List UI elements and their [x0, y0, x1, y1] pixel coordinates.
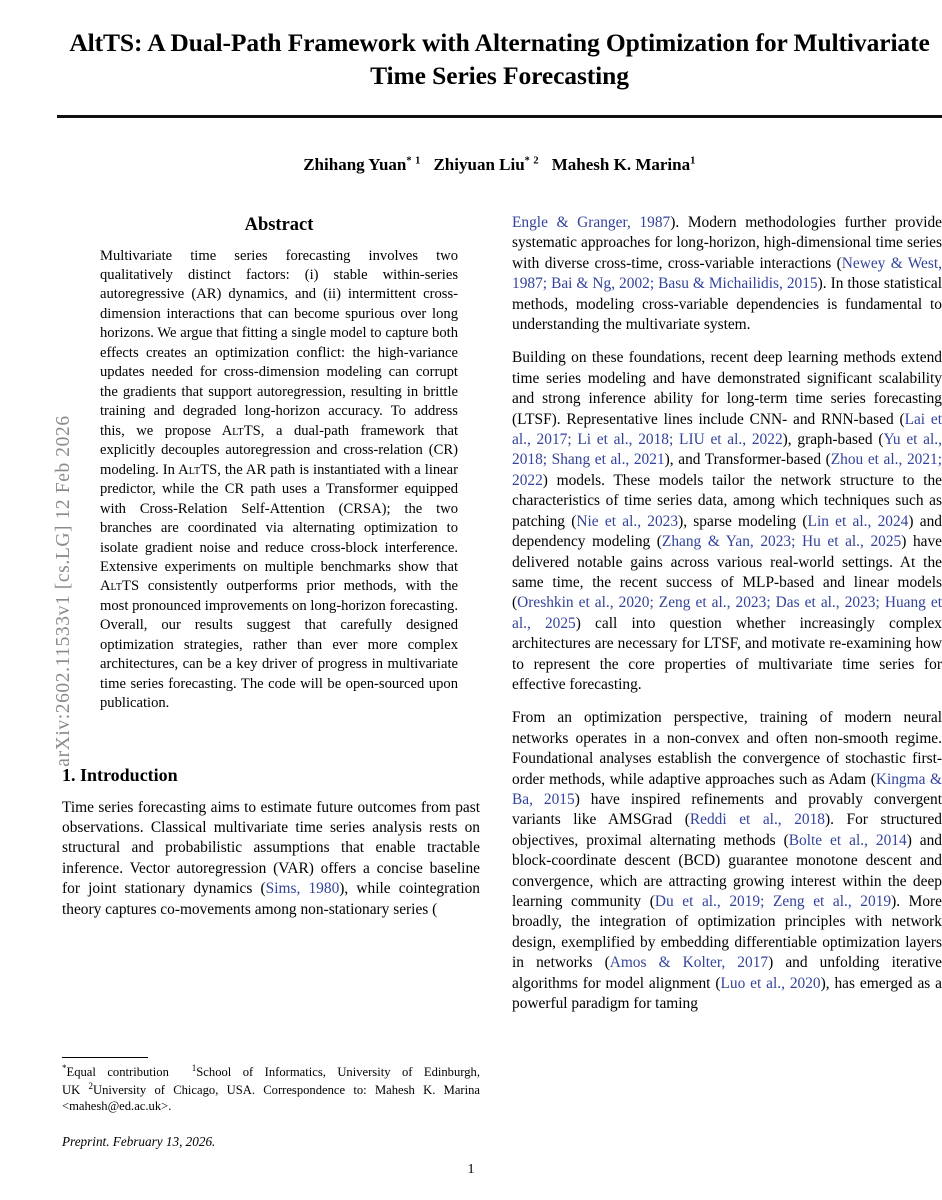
citation-separator: ;: [542, 275, 552, 293]
affiliation-1-mark: 1: [191, 1063, 197, 1073]
text-run: ). More broadly, the integration of optimization principles with network design, exemplified by embedding differentiable optimization layers in networks (: [512, 893, 942, 972]
abstract-text-content: Multivariate time series forecasting involves two qualitatively distinct factors: (i) stable within-series autoregressive (AR) dynamics, and (ii) intermittent cross-dimension interactions that can become spurious over long horizons. We argue that fitting a single model to capture both effects creates an optimization conflict: the high-variance updates needed for cross-dimension modeling can corrupt the gradients that support autoregression, resulting in brittle training and degraded long-horizon accuracy. To address this, we propose AltTS, a dual-path framework that explicitly decouples autoregression and cross-relation (CR) modeling. In AltTS, the AR path is instantiated with a linear predictor, while the CR path uses a Transformer equipped with Cross-Relation Self-Attention (CRSA); the two branches are coordinated via alternating optimization to isolate gradient noise and reduce cross-block interference. Extensive experiments on multiple benchmarks show that AltTS consistently outperforms prior methods, with the most pronounced improvements on long-horizon forecasting. Overall, our results suggest that carefully designed optimization strategies, rather than ever more complex architectures, can be a key driver of progress in multivariate time series forecasting. The code will be open-sourced upon publication.: [100, 247, 458, 712]
text-run: ) and unfolding iterative algorithms for model alignment (: [512, 954, 942, 992]
footnote-text: [62, 1063, 480, 1114]
text-run: ) call into question whether increasingly complex architectures are necessary for LTSF, and motivate re-examining how to represent the core properties of multivariate time series for effective forecasting.: [512, 614, 942, 693]
citation-hu[interactable]: Hu et al., 2025: [801, 533, 902, 551]
intro-paragraph-2: [512, 348, 942, 695]
citation-du[interactable]: Du et al., 2019: [654, 893, 761, 910]
text-run: ) have inspired refinements and provably convergent variants like AMSGrad (: [512, 790, 942, 829]
citation-separator: ;: [766, 594, 776, 612]
text-run: Time series forecasting aims to estimate future outcomes from past observations. Classical multivariate time series analysis rests on structural and probabilistic assumptions that enable tractable inference. Vector autoregression (VAR) offers a concise baseline for joint stationary dynamics (: [62, 798, 480, 898]
intro-paragraph-1-cont: [512, 213, 942, 335]
text-run: ). Modern methodologies further provide systematic approaches for long-horizon, high-dimensional time series with diverse cross-time, cross-variable interactions (: [512, 214, 942, 272]
text-run: ). For structured objectives, proximal alternating methods (: [512, 811, 942, 849]
text-run: ). In those statistical methods, modeling cross-variable dependencies is fundamental to understanding the multivariate system.: [512, 275, 942, 334]
citation-yu[interactable]: Yu et al., 2018: [512, 431, 942, 469]
citation-liu[interactable]: LIU et al., 2022: [679, 431, 783, 449]
smallcaps-run: lt: [232, 422, 244, 439]
text-run: Building on these foundations, recent deep learning methods extend time series modeling and have demonstrated significant scalability and strong inference ability for long-term time series forecasting (LTSF). Representative lines include CNN- and RNN-based (: [512, 349, 942, 428]
author-marks: 1: [690, 155, 696, 167]
citation-separator: ;: [649, 275, 659, 293]
author-entry: [303, 155, 421, 174]
citation-amos-kolter[interactable]: Amos & Kolter, 2017: [609, 954, 769, 972]
citation-li[interactable]: Li et al., 2018: [577, 431, 670, 449]
text-run: ), sparse modeling (: [678, 512, 808, 530]
section-heading-introduction: 1. Introduction: [62, 764, 178, 785]
page-number: 1: [467, 1162, 475, 1177]
right-column: [512, 213, 942, 1027]
author-name: Zhiyuan Liu: [433, 155, 525, 174]
left-column: [62, 213, 480, 931]
text-run: ), has emerged as a powerful paradigm for taming: [512, 974, 942, 1013]
text-run: From an optimization perspective, training of modern neural networks operates in a non-convex and often non-smooth regime. Foundational analyses establish the convergence of stochastic first-order methods, while adaptive approaches such as Adam (: [512, 709, 942, 788]
footnote-divider: [62, 1057, 148, 1058]
text-run: ), graph-based (: [782, 431, 884, 449]
citation-basu-michailidis[interactable]: Basu & Michailidis, 2015: [658, 275, 818, 293]
text-run: ) and dependency modeling (: [512, 512, 942, 551]
page-title: AltTS: A Dual-Path Framework with Alternating Optimization for Multivariate Time Series Forecasting: [69, 28, 930, 91]
citation-separator: ;: [875, 594, 885, 612]
title-block: [57, 26, 942, 118]
smallcaps-run: lt: [110, 578, 123, 595]
abstract-heading: Abstract: [244, 215, 314, 235]
arxiv-stamp: arXiv:2602.11533v1 [cs.LG] 12 Feb 2026: [53, 415, 74, 767]
citation-zeng-2023[interactable]: Zeng et al., 2023: [658, 594, 767, 612]
citation-das[interactable]: Das et al., 2023: [775, 594, 876, 612]
citation-reddi[interactable]: Reddi et al., 2018: [689, 811, 825, 829]
text-run: ), and Transformer-based (: [664, 451, 831, 469]
citation-engle-granger[interactable]: Engle & Granger, 1987: [512, 214, 671, 231]
citation-kingma-ba[interactable]: Kingma & Ba, 2015: [512, 770, 942, 808]
author-name: Mahesh K. Marina: [551, 155, 691, 174]
author-list: [57, 155, 942, 175]
citation-zhou[interactable]: Zhou et al., 2021; 2022: [512, 451, 942, 489]
citation-sims[interactable]: Sims, 1980: [265, 880, 340, 898]
author-entry: [433, 155, 539, 174]
citation-luo[interactable]: Luo et al., 2020: [720, 974, 821, 992]
author-marks: * 1: [406, 155, 421, 167]
smallcaps-run: lt: [188, 461, 201, 478]
citation-huang[interactable]: Huang et al., 2025: [512, 594, 942, 632]
affiliation-2-mark: 2: [88, 1080, 93, 1091]
affiliation-1: School of Informatics, University of Edinburgh, UK: [62, 1065, 480, 1097]
citation-separator: ;: [649, 594, 659, 612]
footnote-equal-contribution: Equal contribution: [66, 1065, 169, 1080]
citation-shang[interactable]: Shang et al., 2021: [551, 451, 665, 469]
citation-bai-ng[interactable]: Bai & Ng, 2002: [551, 275, 650, 293]
affiliation-2: University of Chicago, USA. Correspondence to: Mahesh K. Marina <mahesh@ed.ac.uk>.: [62, 1082, 480, 1114]
author-entry: [552, 155, 696, 174]
text-run: ) models. These models tailor the network structure to the characteristics of time series data, among which techniques such as patching (: [512, 471, 942, 530]
citation-separator: ;: [669, 431, 680, 449]
abstract-text: [100, 247, 458, 714]
citation-lin[interactable]: Lin et al., 2024: [807, 512, 909, 530]
text-run: ) and block-coordinate descent (BCD) guarantee monotone descent and convergence, which are attracting growing interest within the deep learning community (: [512, 831, 942, 910]
citation-separator: ;: [542, 451, 552, 469]
author-name: Zhihang Yuan: [303, 155, 407, 174]
citation-newey-west[interactable]: Newey & West, 1987: [512, 254, 942, 293]
citation-oreshkin[interactable]: Oreshkin et al., 2020: [517, 594, 650, 612]
text-run: ) have delivered notable gains across various real-world settings. At the same time, the recent success of MLP-based and linear models (: [512, 533, 942, 612]
introduction-section: [62, 764, 480, 920]
citation-zeng-2019[interactable]: Zeng et al., 2019: [773, 893, 892, 910]
citation-nie[interactable]: Nie et al., 2023: [576, 512, 679, 530]
citation-zhang-yan[interactable]: Zhang & Yan, 2023: [661, 533, 792, 551]
title-divider: [57, 115, 942, 118]
preprint-notice: Preprint. February 13, 2026.: [62, 1134, 216, 1150]
intro-paragraph-3: [512, 708, 942, 1014]
citation-separator: ;: [791, 533, 802, 551]
citation-separator: ;: [760, 893, 773, 910]
citation-lai[interactable]: Lai et al., 2017: [512, 410, 942, 449]
text-run: ), while cointegration theory captures co-movements among non-stationary series (: [62, 880, 480, 918]
intro-paragraph-1: [62, 798, 480, 920]
abstract-section: [62, 213, 480, 714]
citation-separator: ;: [567, 431, 578, 449]
author-marks: * 2: [524, 155, 539, 167]
footnote-block: [62, 1057, 480, 1151]
citation-bolte[interactable]: Bolte et al., 2014: [788, 831, 907, 849]
footnote-star-mark: *: [62, 1063, 67, 1073]
